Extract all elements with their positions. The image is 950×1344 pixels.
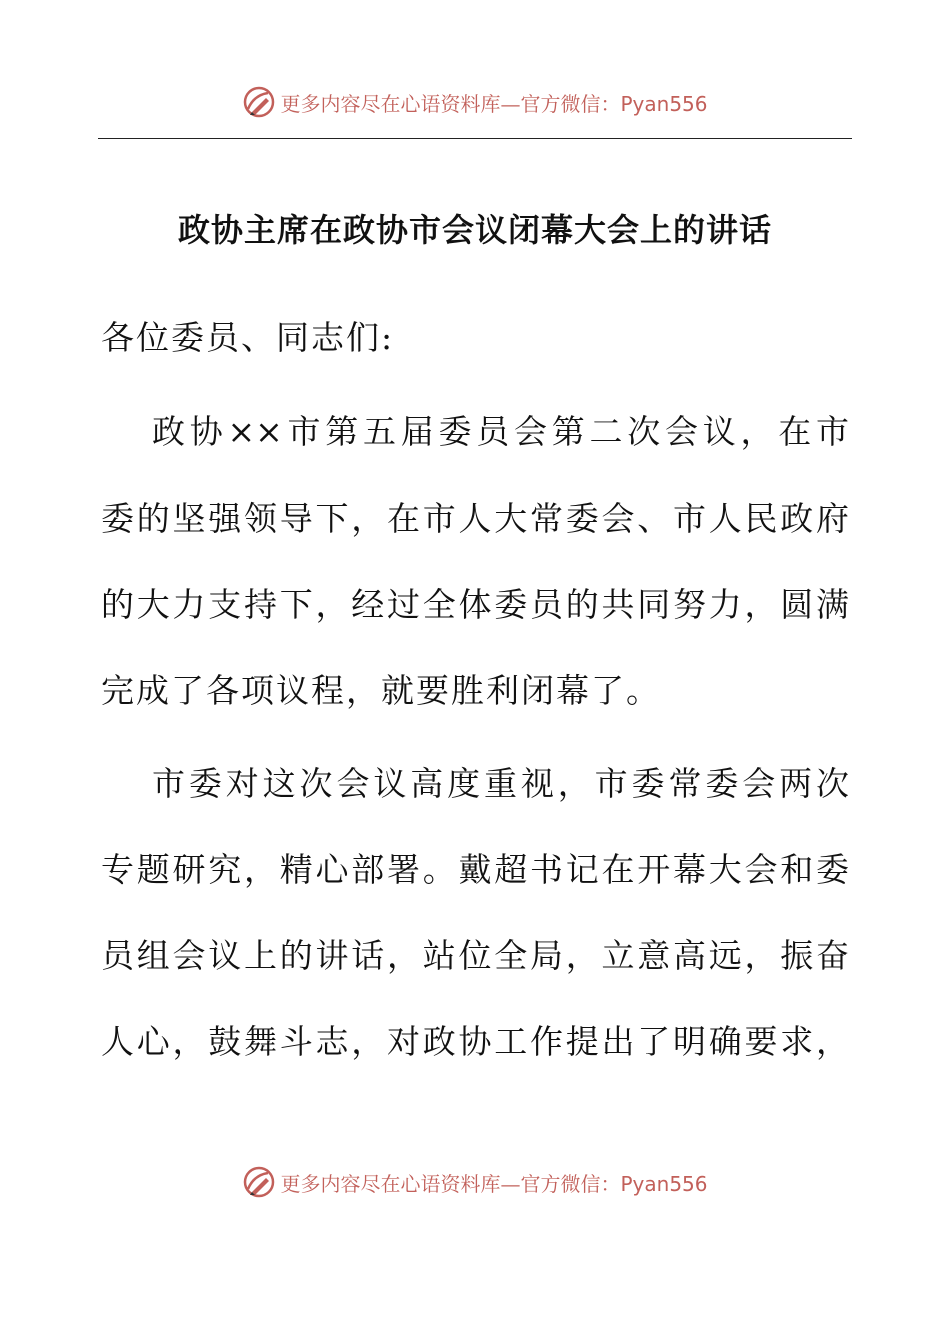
text-line: 委的坚强领导下，在市人大常委会、市人民政府 <box>101 499 849 538</box>
footer-banner <box>0 1162 950 1202</box>
text-line: 政协××市第五届委员会第二次会议，在市 <box>152 412 849 451</box>
text-line: 专题研究，精心部署。戴超书记在开幕大会和委 <box>101 850 849 889</box>
header-divider <box>98 138 852 139</box>
pen-logo-icon <box>242 85 276 119</box>
text-line: 完成了各项议程，就要胜利闭幕了。 <box>101 671 661 710</box>
text-line: 人心，鼓舞斗志，对政协工作提出了明确要求， <box>101 1022 849 1061</box>
document-title: 政协主席在政协市会议闭幕大会上的讲话 <box>177 211 772 249</box>
header-banner <box>0 82 950 122</box>
salutation: 各位委员、同志们: <box>101 318 395 357</box>
text-line: 市委对这次会议高度重视，市委常委会两次 <box>152 764 849 803</box>
wechat-id: Pyan556 <box>620 1171 708 1196</box>
banner-text: 更多内容尽在心语资料库—官方微信：Pyan556 <box>280 91 708 116</box>
text-line: 的大力支持下，经过全体委员的共同努力，圆满 <box>101 585 849 624</box>
pen-logo-icon <box>242 1165 276 1199</box>
text-line: 员组会议上的讲话，站位全局，立意高远，振奋 <box>101 936 849 975</box>
banner-text: 更多内容尽在心语资料库—官方微信：Pyan556 <box>280 1171 708 1196</box>
wechat-id: Pyan556 <box>620 91 708 116</box>
